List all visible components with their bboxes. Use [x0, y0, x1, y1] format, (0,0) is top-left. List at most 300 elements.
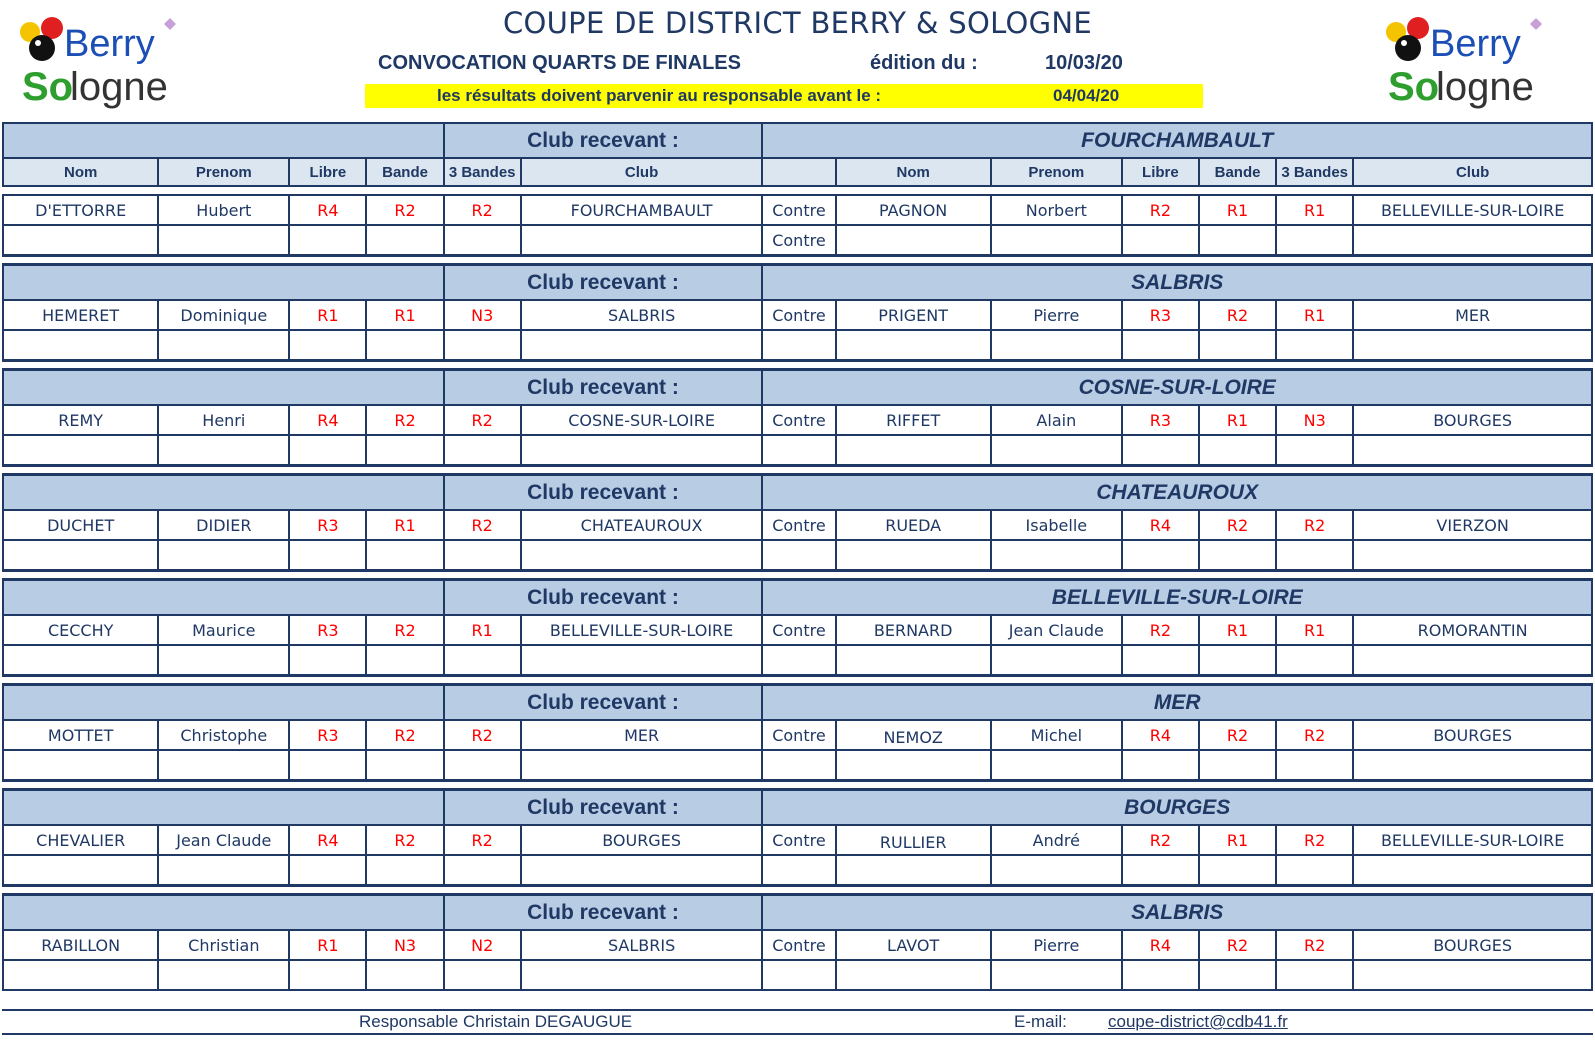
contre-label: Contre: [762, 510, 835, 540]
player-prenom: Hubert: [158, 195, 289, 225]
club-recevant-label: Club recevant :: [444, 685, 763, 721]
empty-cell: [1353, 645, 1592, 676]
rank-bande: R2: [1199, 510, 1276, 540]
player-nom: D'ETTORRE: [3, 195, 158, 225]
separator-row: [3, 256, 1592, 265]
rank-bande: N3: [366, 930, 443, 960]
player-nom: REMY: [3, 405, 158, 435]
empty-cell: [1199, 435, 1276, 466]
club-header-spacer: [3, 685, 444, 721]
empty-cell: [1122, 435, 1199, 466]
rank-bande: R1: [366, 300, 443, 330]
host-club-name: BELLEVILLE-SUR-LOIRE: [762, 580, 1592, 616]
club-recevant-label: Club recevant :: [444, 265, 763, 301]
empty-cell: [1199, 330, 1276, 361]
empty-cell: [836, 330, 991, 361]
logo-text-berry: Berry: [1430, 23, 1521, 65]
rank-bande: R2: [1199, 300, 1276, 330]
rank-bande: R1: [366, 510, 443, 540]
empty-cell: [3, 855, 158, 886]
host-club-name: MER: [762, 685, 1592, 721]
club-header-row: [3, 580, 1592, 616]
empty-match-row: [3, 330, 1592, 361]
empty-cell: [1353, 855, 1592, 886]
empty-cell: [991, 750, 1122, 781]
player-club: MER: [1353, 300, 1592, 330]
separator: [3, 676, 1592, 685]
contre-label: Contre: [762, 615, 835, 645]
player-nom: RABILLON: [3, 930, 158, 960]
page-title: COUPE DE DISTRICT BERRY & SOLOGNE: [502, 6, 1093, 40]
club-header-spacer: [3, 895, 444, 931]
rank-3-bandes: R2: [444, 195, 521, 225]
col-header-trois_bandes: 3 Bandes: [1276, 158, 1353, 186]
empty-cell: [521, 540, 763, 571]
empty-cell: [444, 540, 521, 571]
empty-cell: [158, 960, 289, 990]
player-prenom: Dominique: [158, 300, 289, 330]
rank-bande: R2: [1199, 720, 1276, 750]
empty-cell: [762, 645, 835, 676]
empty-cell: [762, 540, 835, 571]
empty-cell: [1276, 855, 1353, 886]
player-prenom: Henri: [158, 405, 289, 435]
separator-row: [3, 361, 1592, 370]
email-link[interactable]: coupe-district@cdb41.fr: [1108, 1012, 1288, 1031]
match-row: [3, 405, 1592, 435]
player-nom: LAVOT: [836, 930, 991, 960]
empty-cell: [366, 750, 443, 781]
empty-cell: [3, 645, 158, 676]
rank-libre: R4: [1122, 930, 1199, 960]
empty-cell: [444, 645, 521, 676]
separator-row: [3, 886, 1592, 895]
match-row: [3, 615, 1592, 645]
player-prenom: Maurice: [158, 615, 289, 645]
empty-cell: [158, 645, 289, 676]
rank-bande: R2: [366, 615, 443, 645]
empty-cell: [762, 330, 835, 361]
empty-cell: [289, 960, 366, 990]
col-header-nom: Nom: [3, 158, 158, 186]
rank-3-bandes: R2: [444, 825, 521, 855]
empty-cell: [158, 435, 289, 466]
club-header-spacer: [3, 370, 444, 406]
rank-libre: R2: [1122, 195, 1199, 225]
player-prenom: Isabelle: [991, 510, 1122, 540]
match-row: [3, 720, 1592, 750]
empty-cell: [762, 855, 835, 886]
rank-libre: R4: [1122, 510, 1199, 540]
empty-cell: [762, 960, 835, 990]
empty-cell: [1199, 540, 1276, 571]
player-club: BELLEVILLE-SUR-LOIRE: [1353, 195, 1592, 225]
empty-cell: [521, 960, 763, 990]
rank-3-bandes: R2: [1276, 930, 1353, 960]
player-prenom: André: [991, 825, 1122, 855]
empty-cell: [158, 540, 289, 571]
rank-libre: R2: [1122, 615, 1199, 645]
rank-libre: R3: [1122, 300, 1199, 330]
club-header-row: [3, 265, 1592, 301]
club-header-row: [3, 123, 1592, 158]
empty-cell: [991, 645, 1122, 676]
separator: [3, 256, 1592, 265]
empty-cell: [991, 540, 1122, 571]
rank-libre: R1: [289, 930, 366, 960]
empty-cell: [1353, 225, 1592, 256]
player-club: BOURGES: [1353, 405, 1592, 435]
rank-libre: R4: [289, 825, 366, 855]
rank-3-bandes: R2: [444, 510, 521, 540]
player-nom: NEMOZ: [836, 720, 991, 750]
player-club: FOURCHAMBAULT: [521, 195, 763, 225]
rank-bande: R2: [366, 405, 443, 435]
col-header-bande: Bande: [1199, 158, 1276, 186]
logo-text-so: So: [22, 65, 74, 109]
deadline-date: 04/04/20: [1053, 86, 1120, 105]
empty-cell: [366, 225, 443, 256]
club-header-spacer: [3, 475, 444, 511]
col-header-trois_bandes: 3 Bandes: [444, 158, 521, 186]
separator-row: [3, 466, 1592, 475]
edition-date: 10/03/20: [1045, 52, 1123, 74]
empty-cell: [366, 435, 443, 466]
responsable-text: Responsable Christain DEGAUGUE: [359, 1012, 633, 1031]
rank-libre: R3: [1122, 405, 1199, 435]
empty-cell: [1276, 435, 1353, 466]
empty-match-row: [3, 540, 1592, 571]
separator: [3, 361, 1592, 370]
empty-cell: [1122, 855, 1199, 886]
separator-row: [3, 571, 1592, 580]
player-nom: RULLIER: [836, 825, 991, 855]
rank-libre: R2: [1122, 825, 1199, 855]
empty-cell: [836, 855, 991, 886]
empty-cell: [3, 960, 158, 990]
empty-match-row: [3, 435, 1592, 466]
empty-cell: [1122, 960, 1199, 990]
empty-cell: [289, 750, 366, 781]
empty-cell: [1122, 645, 1199, 676]
empty-cell: [1353, 960, 1592, 990]
empty-cell: [1353, 330, 1592, 361]
col-header-libre: Libre: [1122, 158, 1199, 186]
club-header-row: [3, 790, 1592, 826]
logo-text-so: So: [1388, 65, 1440, 109]
empty-cell: [1122, 750, 1199, 781]
club-header-row: [3, 895, 1592, 931]
player-nom: DUCHET: [3, 510, 158, 540]
player-club: MER: [521, 720, 763, 750]
empty-cell: [1276, 750, 1353, 781]
empty-cell: [1199, 750, 1276, 781]
player-prenom: Christophe: [158, 720, 289, 750]
deadline-banner: [365, 84, 1203, 108]
empty-cell: [158, 750, 289, 781]
empty-cell: [1199, 645, 1276, 676]
empty-cell: [836, 225, 991, 256]
club-recevant-label: Club recevant :: [444, 123, 763, 158]
empty-cell: [444, 750, 521, 781]
player-prenom: Jean Claude: [158, 825, 289, 855]
host-club-name: SALBRIS: [762, 265, 1592, 301]
col-header-blank: [762, 158, 835, 186]
empty-cell: [1122, 330, 1199, 361]
empty-cell: [444, 225, 521, 256]
host-club-name: FOURCHAMBAULT: [762, 123, 1592, 158]
contre-label: Contre: [762, 720, 835, 750]
empty-cell: [1353, 540, 1592, 571]
empty-cell: [762, 750, 835, 781]
rank-bande: R2: [366, 720, 443, 750]
club-recevant-label: Club recevant :: [444, 790, 763, 826]
contre-label: Contre: [762, 825, 835, 855]
rank-libre: R3: [289, 615, 366, 645]
empty-cell: [366, 960, 443, 990]
empty-cell: [1199, 960, 1276, 990]
rank-libre: R3: [289, 510, 366, 540]
empty-cell: [521, 645, 763, 676]
player-prenom: Michel: [991, 720, 1122, 750]
empty-cell: [158, 225, 289, 256]
empty-cell: [1199, 855, 1276, 886]
empty-cell: [1276, 330, 1353, 361]
player-nom: PRIGENT: [836, 300, 991, 330]
player-nom: PAGNON: [836, 195, 991, 225]
empty-cell: [836, 645, 991, 676]
rank-3-bandes: R1: [1276, 195, 1353, 225]
empty-cell: [444, 855, 521, 886]
empty-cell: [289, 330, 366, 361]
club-header-spacer: [3, 265, 444, 301]
contre-label: Contre: [762, 300, 835, 330]
player-club: COSNE-SUR-LOIRE: [521, 405, 763, 435]
rank-libre: R4: [1122, 720, 1199, 750]
col-header-nom: Nom: [836, 158, 991, 186]
match-row: [3, 510, 1592, 540]
empty-cell: [444, 435, 521, 466]
rank-bande: R1: [1199, 615, 1276, 645]
empty-cell: [1276, 225, 1353, 256]
player-nom: BERNARD: [836, 615, 991, 645]
player-club: ROMORANTIN: [1353, 615, 1592, 645]
rank-bande: R2: [366, 825, 443, 855]
rank-3-bandes: N3: [1276, 405, 1353, 435]
contre-label: Contre: [762, 405, 835, 435]
empty-cell: [1122, 225, 1199, 256]
empty-cell: [3, 750, 158, 781]
host-club-name: SALBRIS: [762, 895, 1592, 931]
empty-cell: [521, 225, 763, 256]
separator: [3, 466, 1592, 475]
rank-bande: R1: [1199, 825, 1276, 855]
empty-cell: [289, 645, 366, 676]
rank-3-bandes: R2: [1276, 510, 1353, 540]
match-row: [3, 195, 1592, 225]
host-club-name: COSNE-SUR-LOIRE: [762, 370, 1592, 406]
club-recevant-label: Club recevant :: [444, 475, 763, 511]
empty-cell: [3, 540, 158, 571]
col-header-bande: Bande: [366, 158, 443, 186]
player-club: BELLEVILLE-SUR-LOIRE: [1353, 825, 1592, 855]
rank-3-bandes: N3: [444, 300, 521, 330]
club-header-spacer: [3, 123, 444, 158]
empty-cell: [1276, 960, 1353, 990]
empty-cell: [158, 855, 289, 886]
separator: [3, 781, 1592, 790]
player-nom: CHEVALIER: [3, 825, 158, 855]
empty-match-row: [3, 225, 1592, 256]
empty-cell: [1276, 540, 1353, 571]
player-club: SALBRIS: [521, 300, 763, 330]
player-prenom: Christian: [158, 930, 289, 960]
rank-bande: R1: [1199, 405, 1276, 435]
empty-cell: [1199, 225, 1276, 256]
player-club: SALBRIS: [521, 930, 763, 960]
match-row: [3, 300, 1592, 330]
empty-cell: [521, 750, 763, 781]
empty-cell: [991, 225, 1122, 256]
col-header-libre: Libre: [289, 158, 366, 186]
match-row: [3, 930, 1592, 960]
rank-bande: R2: [1199, 930, 1276, 960]
empty-match-row: [3, 750, 1592, 781]
club-header-spacer: [3, 790, 444, 826]
col-header-club: Club: [521, 158, 763, 186]
rank-3-bandes: R1: [1276, 615, 1353, 645]
empty-cell: [521, 435, 763, 466]
separator: [3, 886, 1592, 895]
rank-3-bandes: R2: [444, 405, 521, 435]
player-prenom: Norbert: [991, 195, 1122, 225]
player-prenom: Pierre: [991, 300, 1122, 330]
empty-cell: [3, 435, 158, 466]
col-header-prenom: Prenom: [158, 158, 289, 186]
rank-bande: R1: [1199, 195, 1276, 225]
empty-cell: [836, 750, 991, 781]
rank-libre: R1: [289, 300, 366, 330]
separator-row: [3, 676, 1592, 685]
empty-cell: [991, 435, 1122, 466]
empty-cell: [521, 855, 763, 886]
empty-cell: [991, 960, 1122, 990]
empty-cell: [444, 960, 521, 990]
empty-cell: [991, 855, 1122, 886]
empty-cell: [366, 540, 443, 571]
rank-libre: R4: [289, 195, 366, 225]
rank-3-bandes: R1: [1276, 300, 1353, 330]
player-prenom: Pierre: [991, 930, 1122, 960]
footer: [2, 1009, 1593, 1035]
separator-row: [3, 781, 1592, 790]
empty-cell: [366, 330, 443, 361]
logo-text-logne: logne: [1436, 65, 1534, 109]
rank-3-bandes: R2: [1276, 720, 1353, 750]
edition-label: édition du :: [870, 52, 978, 74]
separator: [3, 571, 1592, 580]
club-header-row: [3, 685, 1592, 721]
player-club: CHATEAUROUX: [521, 510, 763, 540]
empty-cell: [289, 225, 366, 256]
rank-3-bandes: N2: [444, 930, 521, 960]
empty-cell: [289, 540, 366, 571]
separator-row: [3, 186, 1592, 195]
convocation-title: CONVOCATION QUARTS DE FINALES: [378, 52, 741, 74]
match-row: [3, 825, 1592, 855]
empty-cell: [521, 330, 763, 361]
player-club: BOURGES: [521, 825, 763, 855]
deadline-text: les résultats doivent parvenir au responsable avant le :: [437, 86, 882, 105]
empty-cell: [3, 225, 158, 256]
club-recevant-label: Club recevant :: [444, 580, 763, 616]
rank-3-bandes: R2: [1276, 825, 1353, 855]
player-nom: HEMERET: [3, 300, 158, 330]
empty-cell: [289, 855, 366, 886]
empty-cell: [762, 435, 835, 466]
rank-bande: R2: [366, 195, 443, 225]
rank-3-bandes: R1: [444, 615, 521, 645]
rank-3-bandes: R2: [444, 720, 521, 750]
host-club-name: CHATEAUROUX: [762, 475, 1592, 511]
club-recevant-label: Club recevant :: [444, 370, 763, 406]
player-club: BELLEVILLE-SUR-LOIRE: [521, 615, 763, 645]
club-header-spacer: [3, 580, 444, 616]
empty-cell: [836, 435, 991, 466]
contre-label: Contre: [762, 195, 835, 225]
player-club: VIERZON: [1353, 510, 1592, 540]
player-nom: MOTTET: [3, 720, 158, 750]
empty-cell: [444, 330, 521, 361]
club-header-row: [3, 370, 1592, 406]
host-club-name: BOURGES: [762, 790, 1592, 826]
club-header-row: [3, 475, 1592, 511]
empty-cell: [1276, 645, 1353, 676]
player-prenom: DIDIER: [158, 510, 289, 540]
rank-libre: R4: [289, 405, 366, 435]
empty-cell: [836, 540, 991, 571]
email-label: E-mail:: [1014, 1012, 1067, 1031]
separator: [3, 186, 1592, 195]
col-header-club: Club: [1353, 158, 1592, 186]
empty-cell: [3, 330, 158, 361]
empty-cell: [366, 855, 443, 886]
player-prenom: Jean Claude: [991, 615, 1122, 645]
convocation-table: [2, 122, 1593, 991]
empty-match-row: [3, 855, 1592, 886]
contre-label: Contre: [762, 225, 835, 256]
empty-cell: [158, 330, 289, 361]
player-nom: CECCHY: [3, 615, 158, 645]
player-club: BOURGES: [1353, 720, 1592, 750]
empty-cell: [836, 960, 991, 990]
berry-sologne-logo-left: [12, 14, 182, 109]
empty-cell: [1353, 435, 1592, 466]
logo-text-logne: logne: [70, 65, 168, 109]
player-club: BOURGES: [1353, 930, 1592, 960]
empty-cell: [366, 645, 443, 676]
empty-cell: [1122, 540, 1199, 571]
rank-libre: R3: [289, 720, 366, 750]
player-nom: RUEDA: [836, 510, 991, 540]
empty-cell: [1353, 750, 1592, 781]
club-recevant-label: Club recevant :: [444, 895, 763, 931]
empty-cell: [289, 435, 366, 466]
berry-sologne-logo-right: [1378, 14, 1548, 109]
empty-cell: [991, 330, 1122, 361]
col-header-prenom: Prenom: [991, 158, 1122, 186]
contre-label: Contre: [762, 930, 835, 960]
